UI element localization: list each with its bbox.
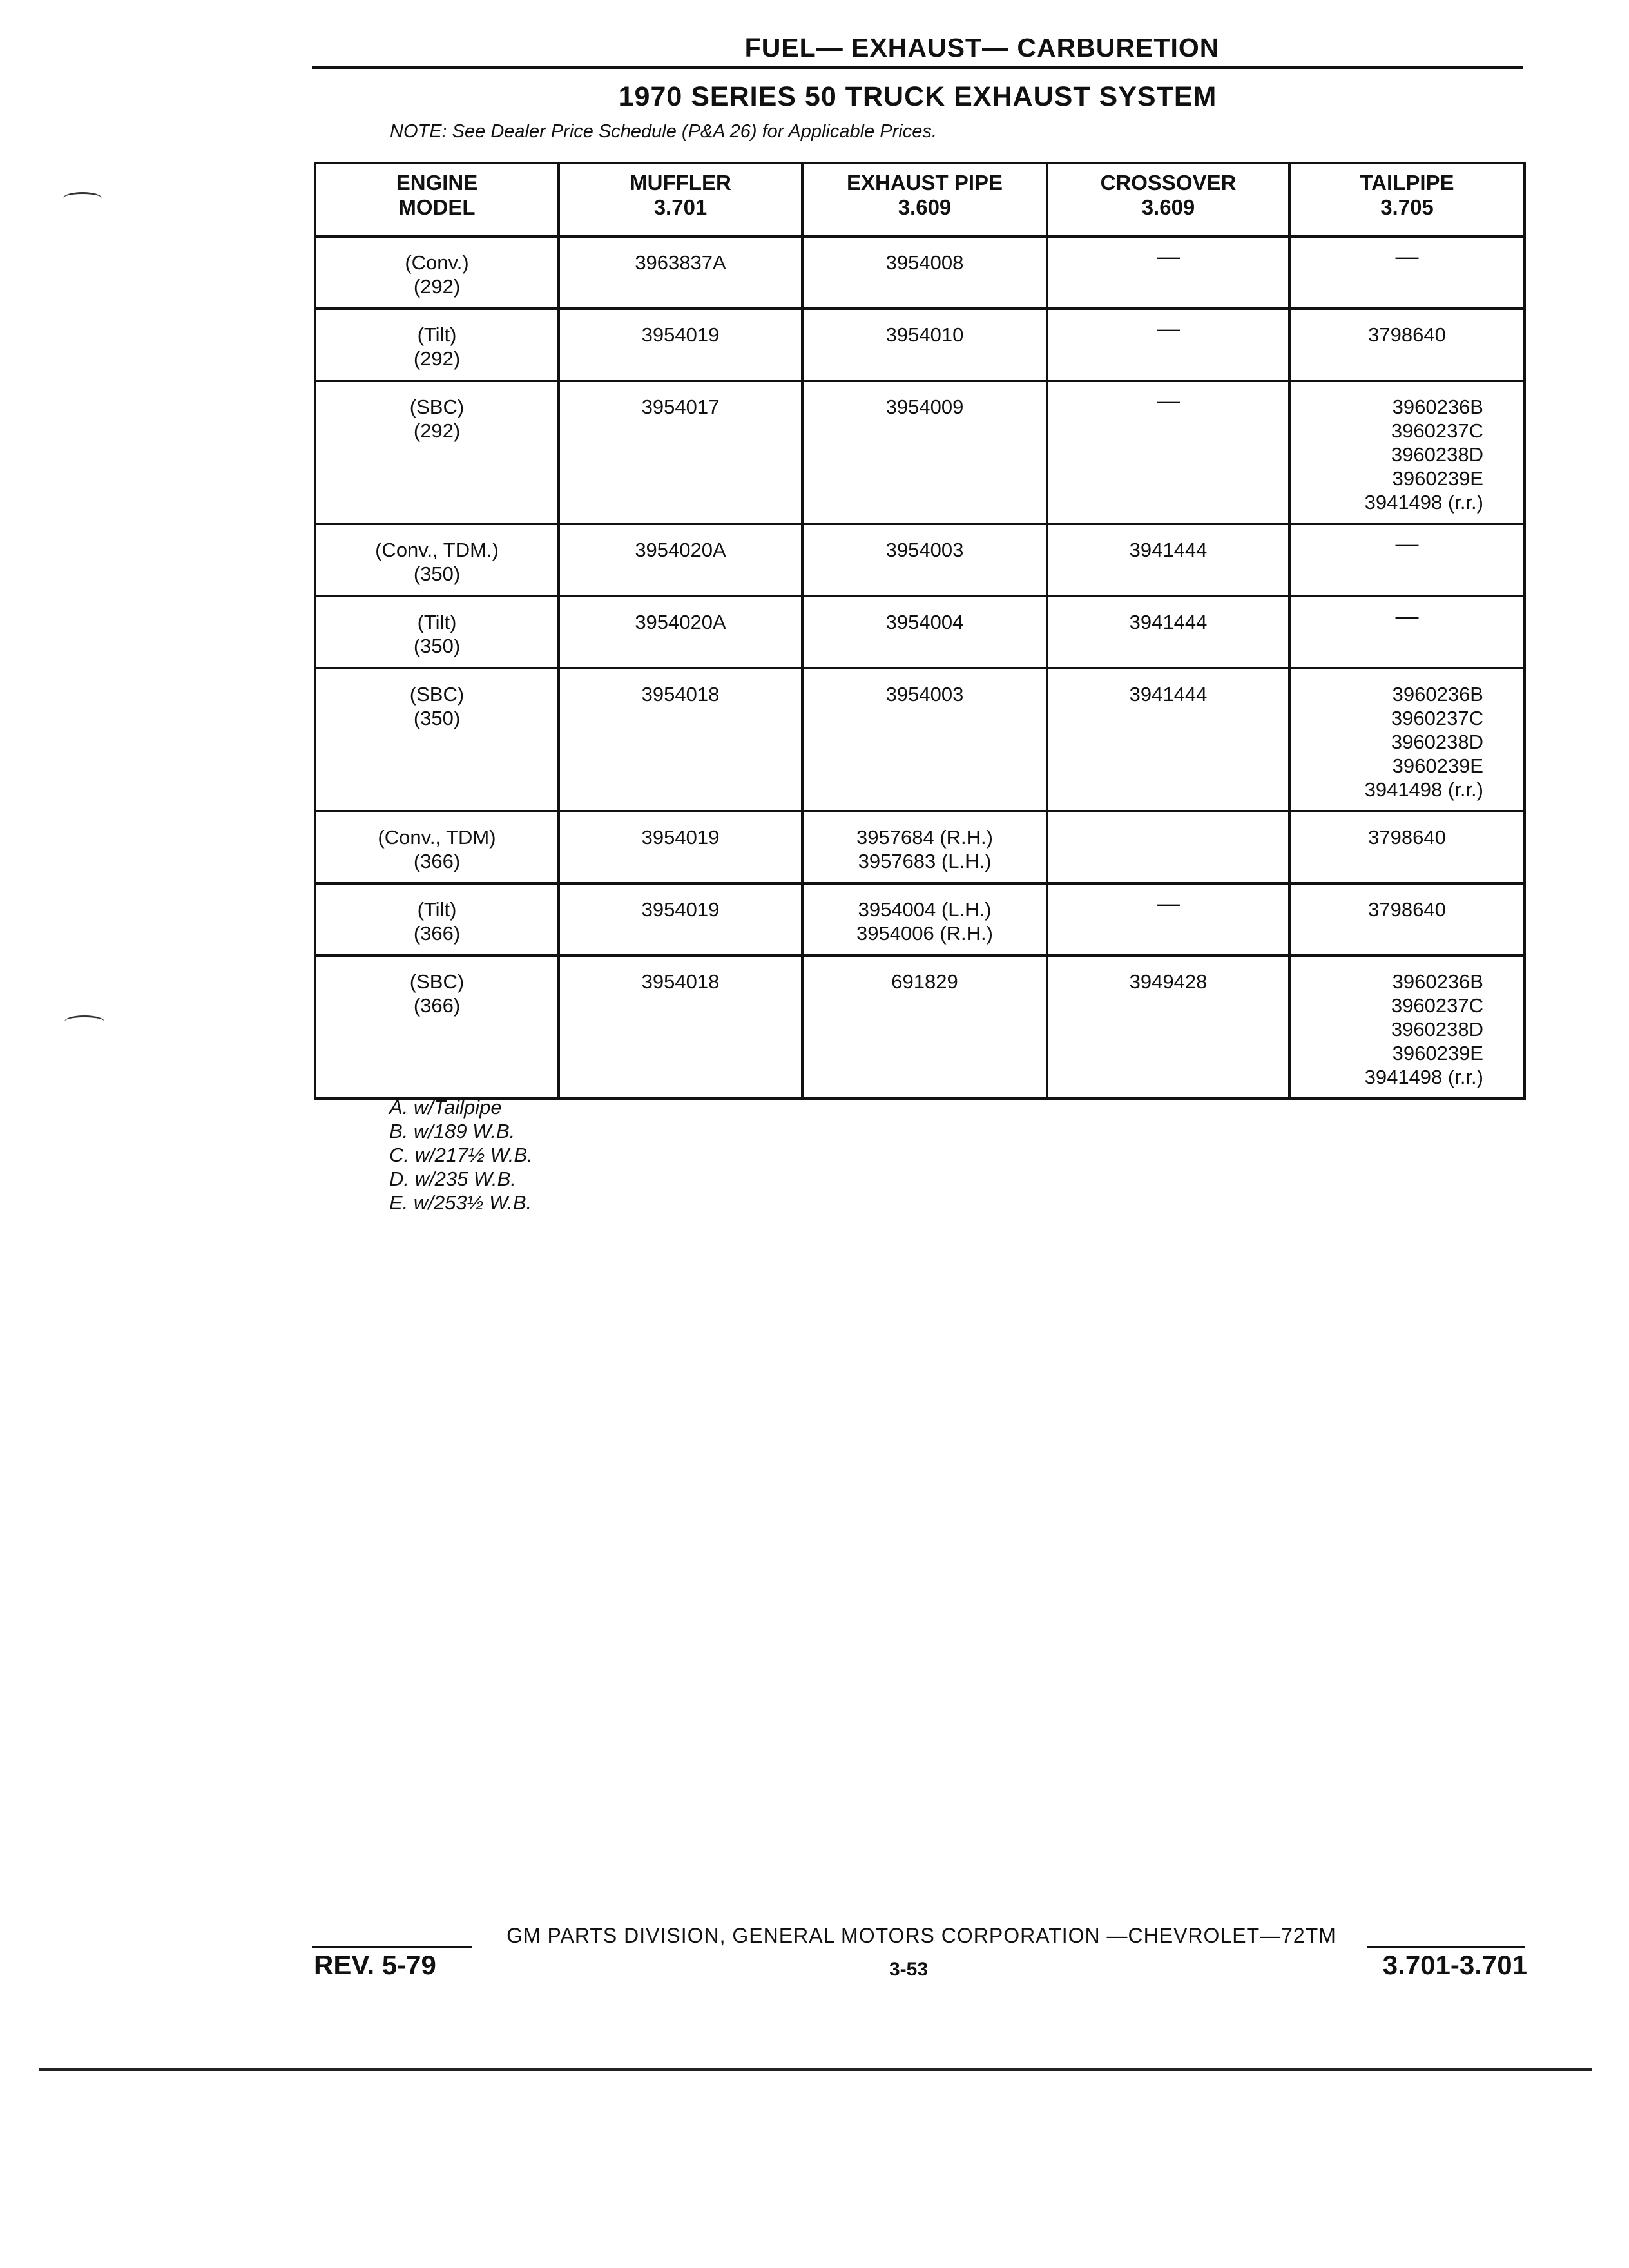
engine-model-cell-text: (366) xyxy=(413,850,461,872)
exhaust-pipe-cell xyxy=(802,596,1047,668)
footnote: B. w/189 W.B. xyxy=(389,1120,516,1142)
crossover-cell xyxy=(1047,596,1289,668)
engine-model-cell-text: (Conv.) xyxy=(405,251,469,274)
muffler-cell-text: 3954020A xyxy=(635,539,726,561)
crossover-cell-text: — xyxy=(1157,890,1180,916)
footer-rule-left xyxy=(312,1946,472,1948)
engine-model-cell-text: (292) xyxy=(413,419,461,442)
muffler-cell xyxy=(559,381,802,524)
engine-model-cell-text: (350) xyxy=(413,707,461,729)
muffler-cell-text: 3954019 xyxy=(641,323,720,346)
crossover-cell-text: 3941444 xyxy=(1129,683,1208,706)
crossover-cell xyxy=(1047,236,1289,309)
crossover-cell xyxy=(1047,883,1289,956)
engine-model-cell xyxy=(315,668,559,811)
bottom-rule xyxy=(39,2068,1592,2071)
tailpipe-cell xyxy=(1289,524,1525,596)
muffler-cell xyxy=(559,524,802,596)
footer-rule-right xyxy=(1367,1946,1525,1948)
engine-model-cell-text: (Conv., TDM) xyxy=(378,826,496,849)
exhaust-pipe-cell xyxy=(802,236,1047,309)
tailpipe-cell xyxy=(1289,811,1525,883)
tailpipe-cell-text: — xyxy=(1395,243,1419,269)
engine-model-cell-text: (Tilt) xyxy=(417,898,457,921)
tailpipe-cell-text: 3941498 (r.r.) xyxy=(1364,1066,1483,1088)
column-header-crossover: CROSSOVER 3.609 xyxy=(1047,163,1289,236)
muffler-cell-text: 3954018 xyxy=(641,970,720,993)
engine-model-cell-text: (SBC) xyxy=(409,396,465,418)
exhaust-pipe-cell-text: 3954006 (R.H.) xyxy=(856,922,993,945)
engine-model-cell xyxy=(315,811,559,883)
tailpipe-cell-text: 3960237C xyxy=(1391,419,1483,442)
exhaust-pipe-cell-text: 3954010 xyxy=(885,323,964,346)
crossover-cell-text: 3941444 xyxy=(1129,539,1208,561)
exhaust-pipe-cell-text: 3954009 xyxy=(885,396,964,418)
crossover-cell xyxy=(1047,956,1289,1099)
price-note: NOTE: See Dealer Price Schedule (P&A 26) for Applicable Prices. xyxy=(390,121,937,142)
tailpipe-cell-text: 3941498 (r.r.) xyxy=(1364,491,1483,514)
engine-model-cell-text: (366) xyxy=(413,922,461,945)
engine-model-cell xyxy=(315,309,559,381)
crossover-cell-text: — xyxy=(1157,315,1180,341)
tailpipe-cell xyxy=(1289,668,1525,811)
crossover-cell-text: — xyxy=(1157,243,1180,269)
muffler-cell xyxy=(559,811,802,883)
muffler-cell xyxy=(559,236,802,309)
section-header: FUEL— EXHAUST— CARBURETION xyxy=(312,30,1523,69)
column-header-engine-model: ENGINE MODEL xyxy=(315,163,559,236)
tailpipe-cell-text: — xyxy=(1395,602,1419,629)
footer-page-number: 3-53 xyxy=(889,1959,929,1980)
table-row xyxy=(315,381,1525,524)
engine-model-cell-text: (292) xyxy=(413,347,461,370)
column-header-tailpipe: TAILPIPE 3.705 xyxy=(1289,163,1525,236)
column-header-muffler: MUFFLER 3.701 xyxy=(559,163,802,236)
table-row xyxy=(315,236,1525,309)
engine-model-cell-text: (SBC) xyxy=(409,970,465,993)
crossover-cell xyxy=(1047,309,1289,381)
crossover-cell-text: 3941444 xyxy=(1129,611,1208,633)
page-title: 1970 SERIES 50 TRUCK EXHAUST SYSTEM xyxy=(618,81,1217,112)
muffler-cell xyxy=(559,596,802,668)
exhaust-pipe-cell-text: 3954003 xyxy=(885,539,964,561)
exhaust-pipe-cell-text: 3954004 xyxy=(885,611,964,633)
table-row xyxy=(315,524,1525,596)
muffler-cell-text: 3963837A xyxy=(635,251,726,274)
exhaust-pipe-cell-text: 3957683 (L.H.) xyxy=(858,850,992,872)
engine-model-cell xyxy=(315,524,559,596)
engine-model-cell xyxy=(315,956,559,1099)
engine-model-cell-text: (Tilt) xyxy=(417,611,457,633)
table-row xyxy=(315,811,1525,883)
engine-model-cell xyxy=(315,596,559,668)
muffler-cell xyxy=(559,309,802,381)
tailpipe-cell-text: 3798640 xyxy=(1368,826,1446,849)
exhaust-pipe-cell-text: 3954004 (L.H.) xyxy=(858,898,992,921)
engine-model-cell-text: (Tilt) xyxy=(417,323,457,346)
engine-model-cell-text: (Conv., TDM.) xyxy=(375,539,499,561)
muffler-cell xyxy=(559,956,802,1099)
exhaust-pipe-cell xyxy=(802,883,1047,956)
binder-hole-mark xyxy=(64,1015,104,1028)
tailpipe-cell-text: 3960236B xyxy=(1392,683,1483,706)
exhaust-pipe-cell-text: 3954003 xyxy=(885,683,964,706)
engine-model-cell-text: (350) xyxy=(413,562,461,585)
exhaust-pipe-cell xyxy=(802,524,1047,596)
tailpipe-cell-text: — xyxy=(1395,530,1419,557)
engine-model-cell xyxy=(315,381,559,524)
muffler-cell xyxy=(559,668,802,811)
crossover-cell-text: 3949428 xyxy=(1129,970,1208,993)
table-row xyxy=(315,309,1525,381)
exhaust-pipe-cell xyxy=(802,309,1047,381)
crossover-cell xyxy=(1047,811,1289,883)
binder-hole-mark xyxy=(63,192,102,204)
tailpipe-cell xyxy=(1289,956,1525,1099)
footnote: A. w/Tailpipe xyxy=(389,1096,502,1119)
crossover-cell xyxy=(1047,668,1289,811)
tailpipe-cell-text: 3960236B xyxy=(1392,970,1483,993)
engine-model-cell-text: (350) xyxy=(413,635,461,657)
footnotes xyxy=(389,1095,533,1215)
tailpipe-cell-text: 3941498 (r.r.) xyxy=(1364,778,1483,801)
exhaust-pipe-cell xyxy=(802,811,1047,883)
exhaust-pipe-cell-text: 3957684 (R.H.) xyxy=(856,826,993,849)
engine-model-cell xyxy=(315,236,559,309)
exhaust-pipe-cell-text: 691829 xyxy=(891,970,958,993)
exhaust-pipe-cell xyxy=(802,956,1047,1099)
tailpipe-cell-text: 3960238D xyxy=(1391,1018,1483,1041)
tailpipe-cell-text: 3960238D xyxy=(1391,731,1483,753)
muffler-cell-text: 3954019 xyxy=(641,826,720,849)
exhaust-pipe-cell xyxy=(802,668,1047,811)
tailpipe-cell-text: 3960239E xyxy=(1392,754,1483,777)
muffler-cell-text: 3954018 xyxy=(641,683,720,706)
footer-revision: REV. 5-79 xyxy=(314,1950,436,1980)
muffler-cell-text: 3954020A xyxy=(635,611,726,633)
tailpipe-cell xyxy=(1289,309,1525,381)
table-row xyxy=(315,956,1525,1099)
crossover-cell xyxy=(1047,381,1289,524)
table-row xyxy=(315,668,1525,811)
column-header-exhaust-pipe: EXHAUST PIPE 3.609 xyxy=(802,163,1047,236)
footnote: C. w/217½ W.B. xyxy=(389,1144,533,1166)
tailpipe-cell-text: 3960237C xyxy=(1391,707,1483,729)
table-header-row xyxy=(315,163,1525,236)
muffler-cell-text: 3954017 xyxy=(641,396,720,418)
tailpipe-cell-text: 3960239E xyxy=(1392,467,1483,490)
table-row xyxy=(315,596,1525,668)
exhaust-pipe-cell xyxy=(802,381,1047,524)
engine-model-cell xyxy=(315,883,559,956)
tailpipe-cell xyxy=(1289,381,1525,524)
engine-model-cell-text: (292) xyxy=(413,275,461,298)
tailpipe-cell-text: 3960236B xyxy=(1392,396,1483,418)
muffler-cell xyxy=(559,883,802,956)
tailpipe-cell-text: 3960239E xyxy=(1392,1042,1483,1064)
crossover-cell xyxy=(1047,524,1289,596)
tailpipe-cell-text: 3960237C xyxy=(1391,994,1483,1017)
tailpipe-cell xyxy=(1289,236,1525,309)
tailpipe-cell xyxy=(1289,596,1525,668)
exhaust-parts-table xyxy=(314,162,1526,1100)
footnote: E. w/253½ W.B. xyxy=(389,1191,532,1214)
engine-model-cell-text: (366) xyxy=(413,994,461,1017)
tailpipe-cell-text: 3798640 xyxy=(1368,898,1446,921)
table-row xyxy=(315,883,1525,956)
exhaust-pipe-cell-text: 3954008 xyxy=(885,251,964,274)
footer-corporation: GM PARTS DIVISION, GENERAL MOTORS CORPORATION —CHEVROLET—72TM xyxy=(506,1924,1336,1947)
muffler-cell-text: 3954019 xyxy=(641,898,720,921)
footer-section-range: 3.701-3.701 xyxy=(1382,1950,1527,1980)
tailpipe-cell xyxy=(1289,883,1525,956)
tailpipe-cell-text: 3798640 xyxy=(1368,323,1446,346)
engine-model-cell-text: (SBC) xyxy=(409,683,465,706)
tailpipe-cell-text: 3960238D xyxy=(1391,443,1483,466)
crossover-cell-text: — xyxy=(1157,387,1180,414)
footnote: D. w/235 W.B. xyxy=(389,1168,516,1190)
